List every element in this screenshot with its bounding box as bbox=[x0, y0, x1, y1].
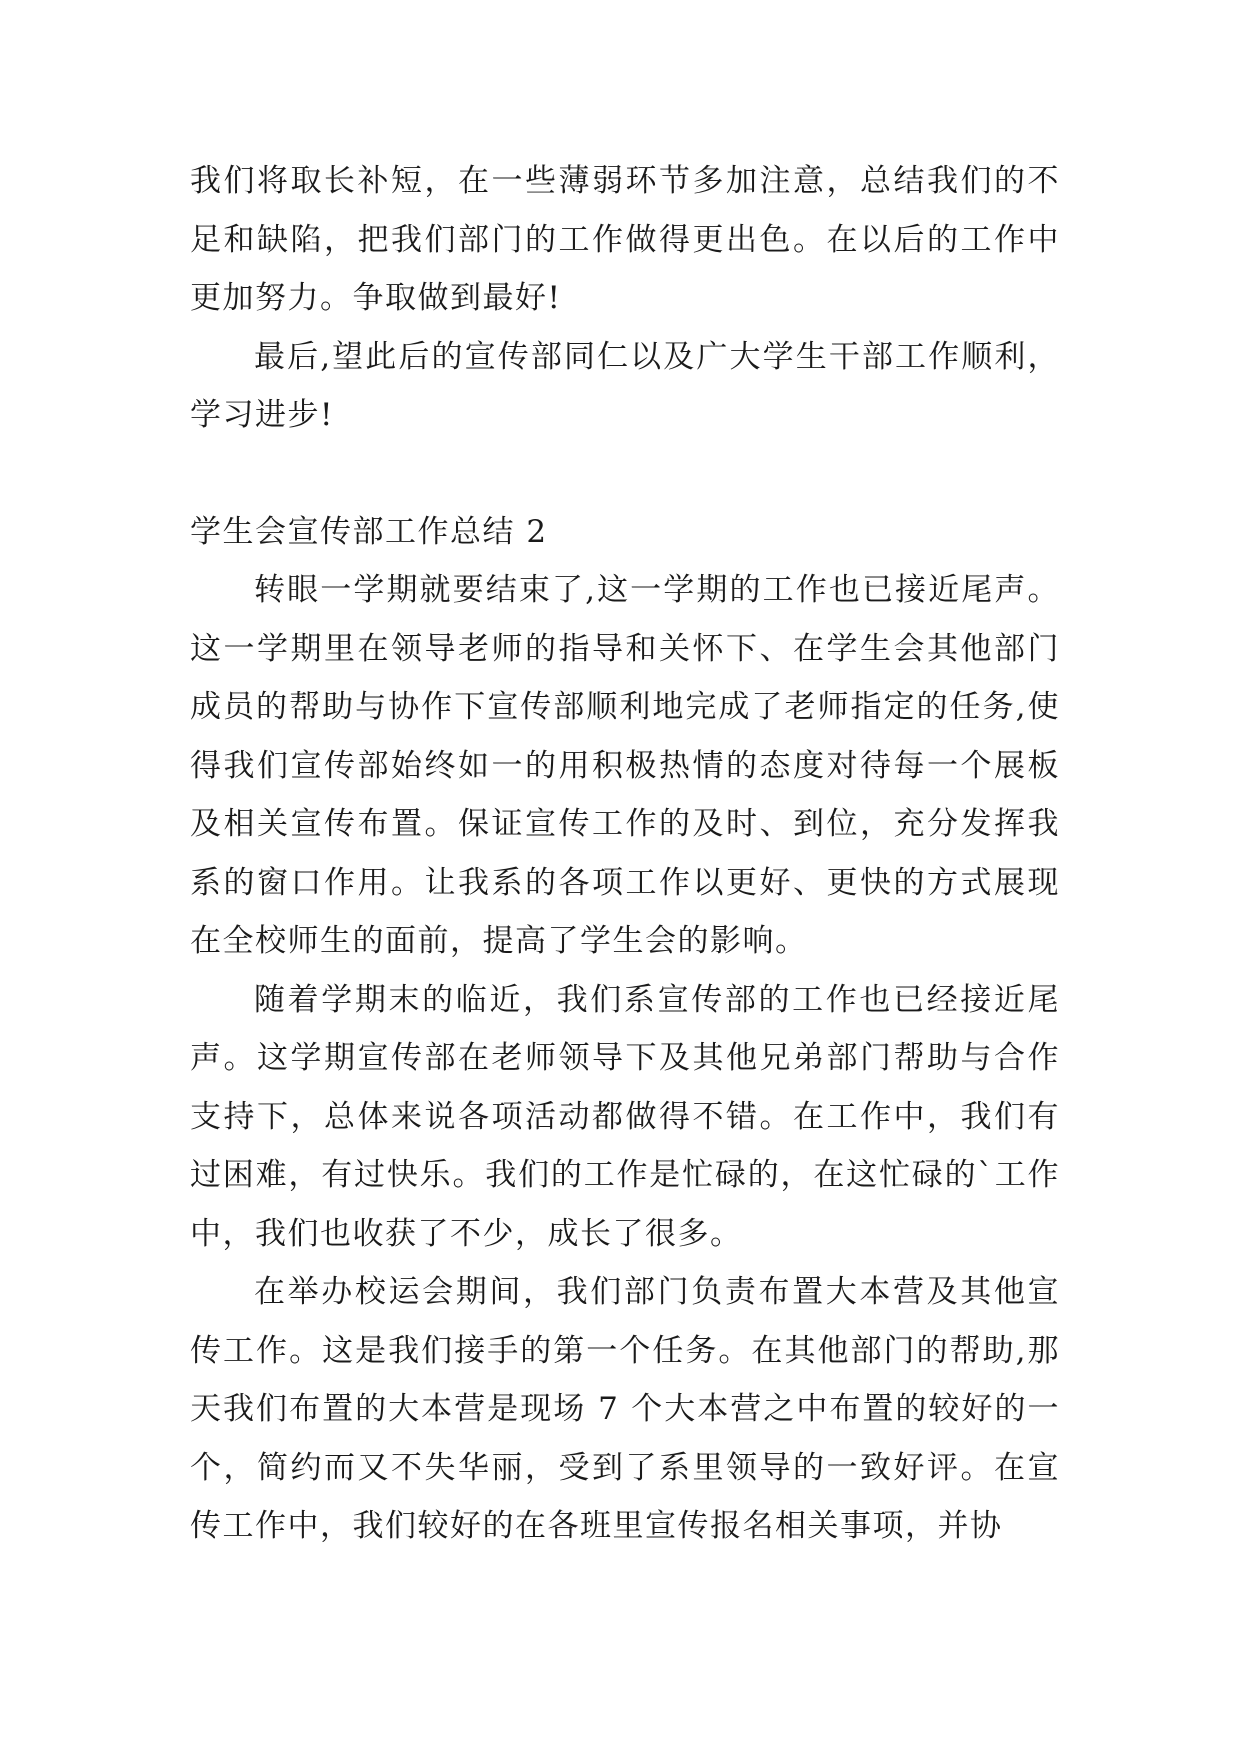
paragraph-continued: 我们将取长补短，在一些薄弱环节多加注意，总结我们的不足和缺陷，把我们部门的工作做得更出色。在以后的工作中更加努力。争取做到最好! bbox=[190, 163, 1060, 316]
document-body bbox=[190, 152, 1060, 1556]
paragraph-sports-meet: 在举办校运会期间，我们部门负责布置大本营及其他宣传工作。这是我们接手的第一个任务。在其他部门的帮助,那天我们布置的大本营是现场 7 个大本营之中布置的较好的一个，简约而又不失华丽，受到了系里领导的一致好评。在宣传工作中，我们较好的在各班里宣传报名相关事项，并协 bbox=[190, 1274, 1060, 1544]
paragraph-semester-summary: 转眼一学期就要结束了,这一学期的工作也已接近尾声。这一学期里在领导老师的指导和关怀下、在学生会其他部门成员的帮助与协作下宣传部顺利地完成了老师指定的任务,使得我们宣传部始终如一的用积极热情的态度对待每一个展板及相关宣传布置。保证宣传工作的及时、到位，充分发挥我系的窗口作用。让我系的各项工作以更好、更快的方式展现在全校师生的面前，提高了学生会的影响。 bbox=[190, 572, 1060, 959]
paragraph-term-end: 随着学期末的临近，我们系宣传部的工作也已经接近尾声。这学期宣传部在老师领导下及其他兄弟部门帮助与合作支持下，总体来说各项活动都做得不错。在工作中，我们有过困难，有过快乐。我们的工作是忙碌的，在这忙碌的`工作中，我们也收获了不少，成长了很多。 bbox=[190, 981, 1060, 1252]
section-title: 学生会宣传部工作总结 2 bbox=[190, 513, 548, 550]
paragraph-closing: 最后,望此后的宣传部同仁以及广大学生干部工作顺利，学习进步! bbox=[190, 338, 1060, 433]
